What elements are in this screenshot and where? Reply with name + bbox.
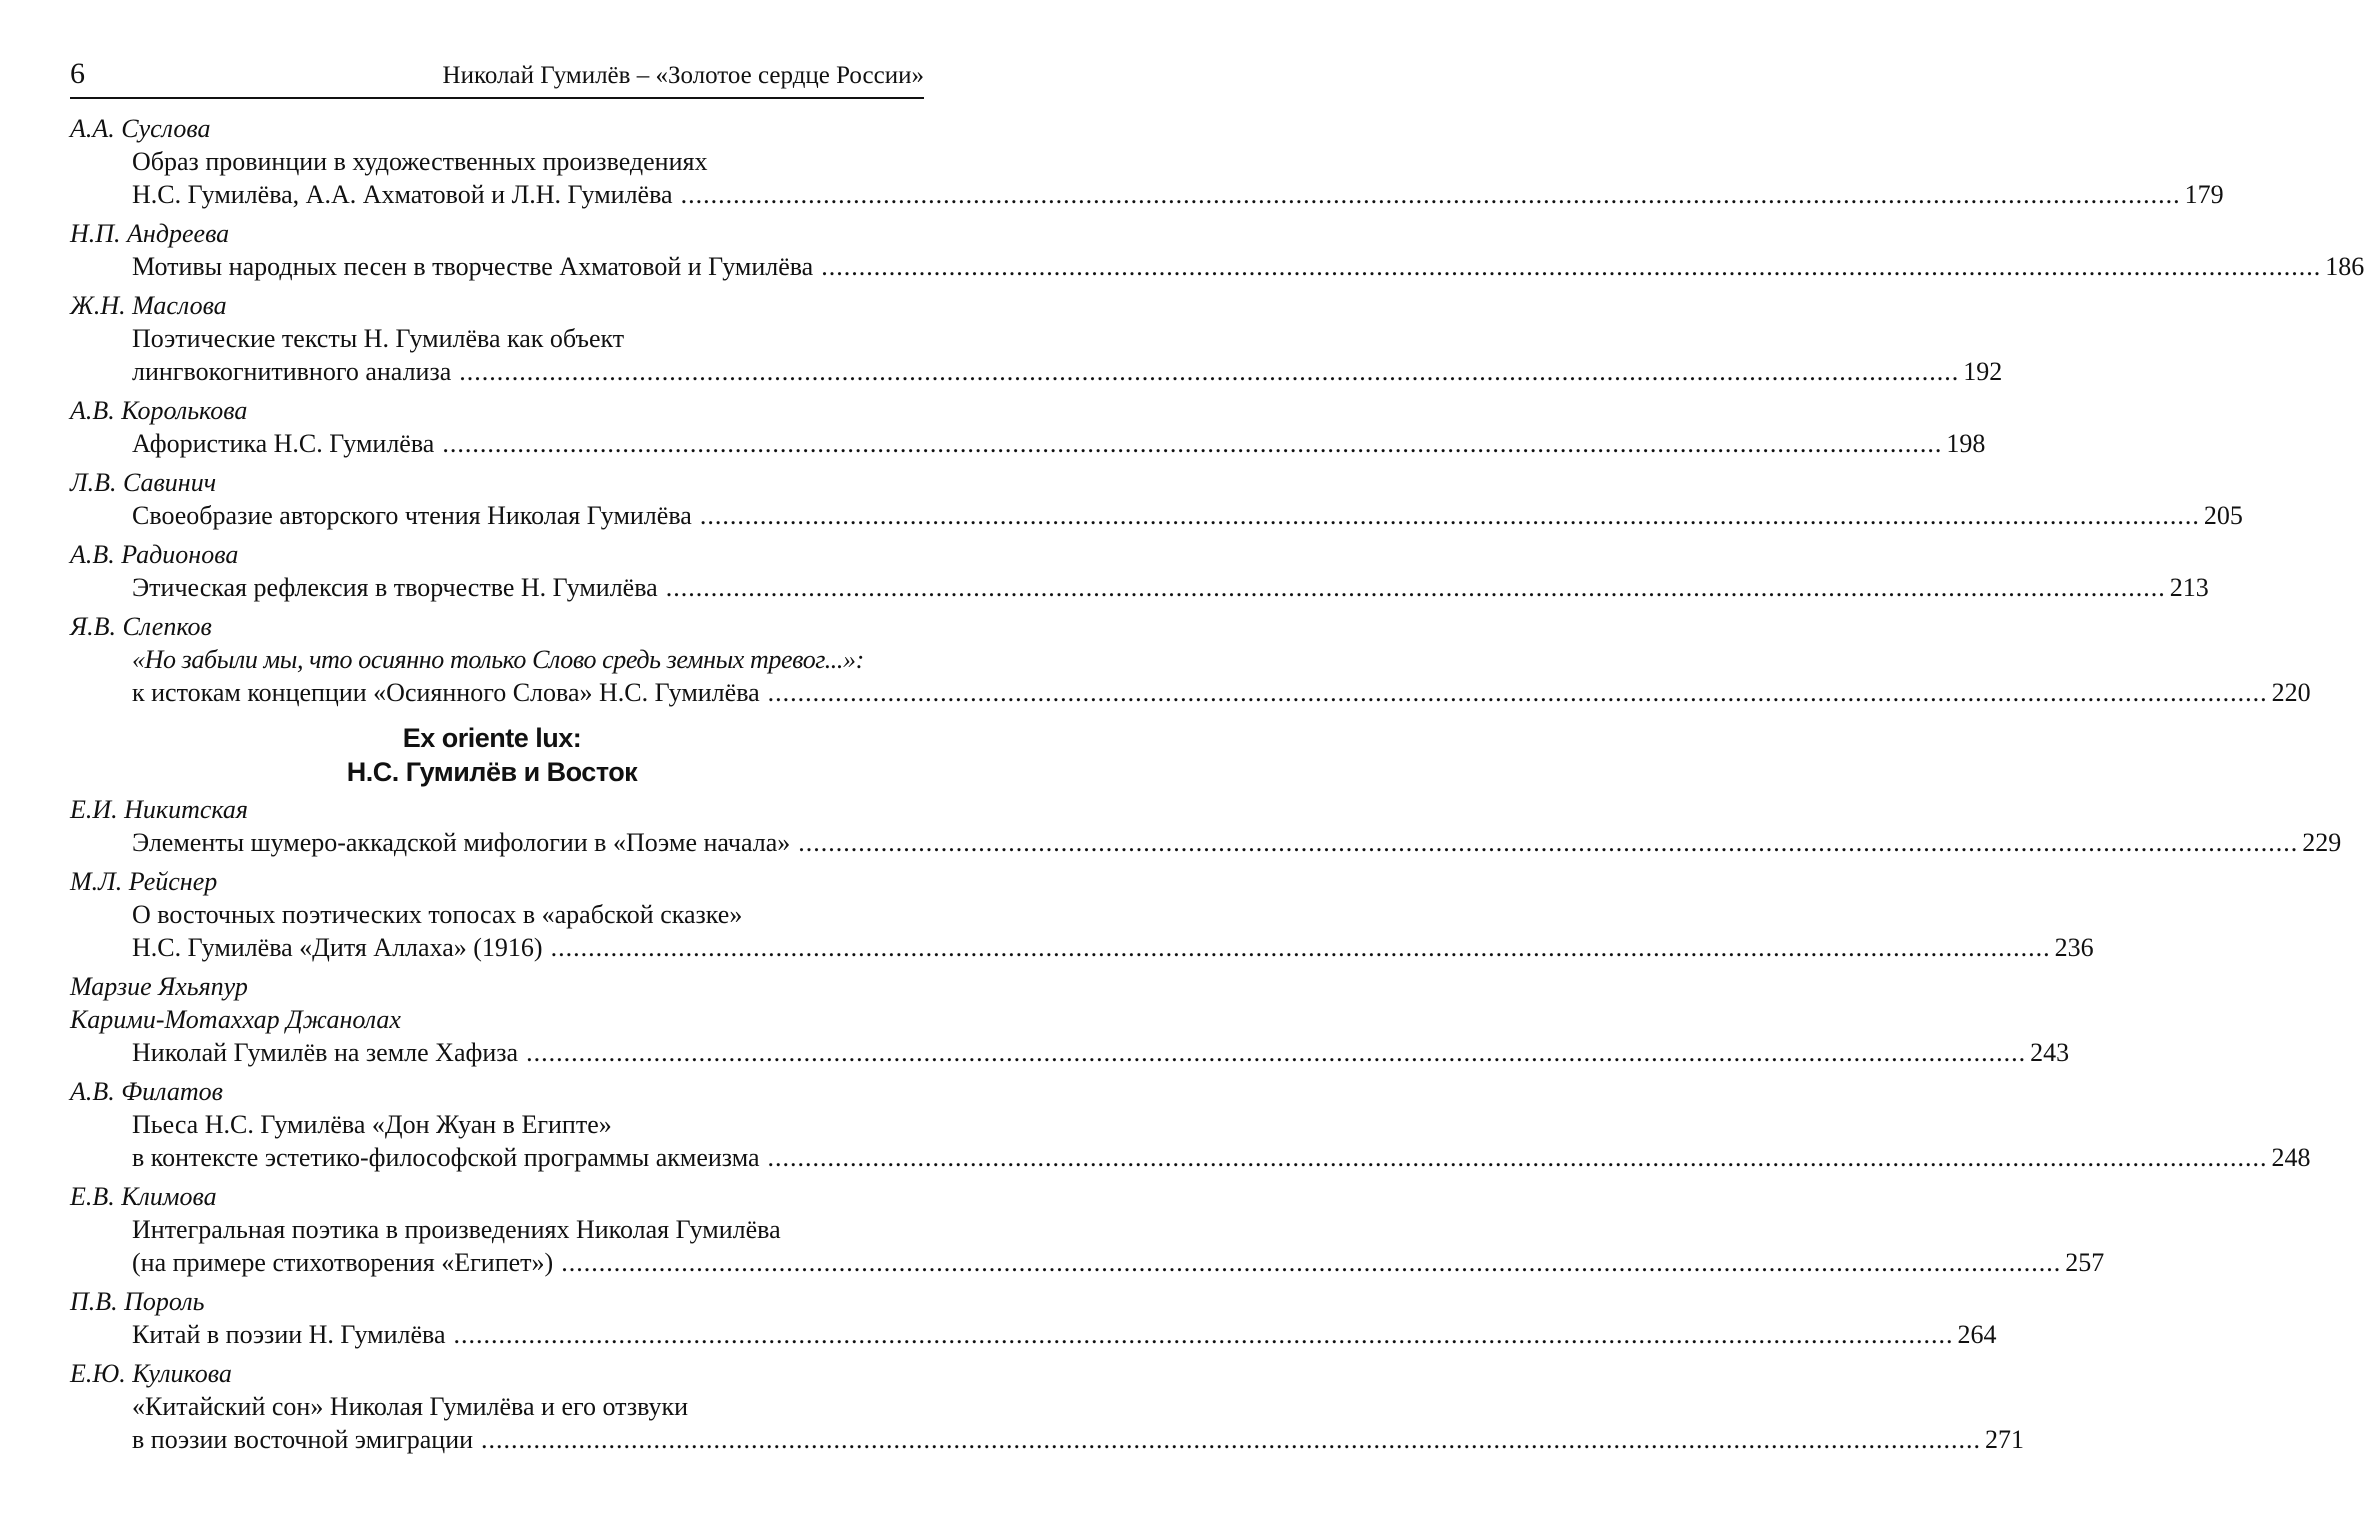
entry-page-number[interactable]: 243: [2030, 1038, 2070, 1067]
entry-title-line: [132, 1423, 2025, 1456]
toc-entry: [70, 1180, 2105, 1279]
entry-page-number[interactable]: 192: [1963, 357, 2003, 386]
dot-leader: ........................................................................................................................................................................................................: [699, 501, 2200, 530]
entry-page-number[interactable]: 213: [2169, 573, 2209, 602]
entry-title-line: Образ провинции в художественных произведениях: [132, 147, 708, 176]
entry-author: А.В. Филатов: [70, 1077, 223, 1106]
entry-page-number[interactable]: 264: [1957, 1320, 1997, 1349]
dot-leader: ........................................................................................................................................................................................................: [442, 429, 1943, 458]
entry-title-text: в контексте эстетико-философской программы акмеизма: [132, 1143, 760, 1172]
toc-entry: [70, 793, 2342, 859]
entry-title-line: [132, 427, 1986, 460]
entry-author-second: Карими-Мотаххар Джанолах: [70, 1005, 401, 1034]
entry-author: Ж.Н. Маслова: [70, 291, 227, 320]
entry-title-line: [132, 1246, 2105, 1279]
toc-entry: [70, 466, 2243, 532]
entry-title-line: «Но забыли мы, что осиянно только Слово средь земных тревог...»:: [132, 645, 864, 674]
entry-title-text: Этическая рефлексия в творчестве Н. Гумилёва: [132, 573, 658, 602]
entry-author: А.В. Королькова: [70, 396, 248, 425]
entry-author: А.А. Суслова: [70, 114, 211, 143]
entry-author: Е.И. Никитская: [70, 795, 249, 824]
toc-entry: [70, 289, 2003, 388]
entry-title-text: Китай в поэзии Н. Гумилёва: [132, 1320, 446, 1349]
running-title: Николай Гумилёв – «Золотое сердце России»: [442, 62, 924, 89]
toc-entry: [70, 538, 2209, 604]
entry-title-text: Мотивы народных песен в творчестве Ахматовой и Гумилёва: [132, 252, 814, 281]
entry-author: Е.В. Климова: [70, 1182, 217, 1211]
entry-author: А.В. Радионова: [70, 540, 239, 569]
entry-title-line: [132, 676, 2311, 709]
entry-title-line: [132, 178, 2224, 211]
entry-author: Е.Ю. Куликова: [70, 1359, 232, 1388]
entry-title-line: Поэтические тексты Н. Гумилёва как объект: [132, 324, 625, 353]
toc-entry: [70, 1357, 2025, 1456]
page-header: [70, 55, 924, 99]
entry-title-line: Пьеса Н.С. Гумилёва «Дон Жуан в Египте»: [132, 1110, 612, 1139]
toc-entry: [70, 1075, 2311, 1174]
entry-title-text: Н.С. Гумилёва, А.А. Ахматовой и Л.Н. Гумилёва: [132, 180, 673, 209]
entry-title-text: к истокам концепции «Осиянного Слова» Н.С. Гумилёва: [132, 678, 760, 707]
entry-title-line: [132, 250, 2364, 283]
section-heading-line-2: Н.С. Гумилёв и Восток: [346, 757, 638, 787]
dot-leader: ........................................................................................................................................................................................................: [550, 933, 2051, 962]
entry-title-line: «Китайский сон» Николая Гумилёва и его отзвуки: [132, 1392, 689, 1421]
table-of-contents: [70, 112, 2364, 1456]
entry-title-text: в поэзии восточной эмиграции: [132, 1425, 474, 1454]
toc-entry: [70, 217, 2364, 283]
entry-title-line: [132, 1141, 2311, 1174]
dot-leader: ........................................................................................................................................................................................................: [821, 252, 2322, 281]
dot-leader: ........................................................................................................................................................................................................: [767, 678, 2268, 707]
entry-author: Н.П. Андреева: [70, 219, 230, 248]
toc-entry: [70, 112, 2224, 211]
dot-leader: ........................................................................................................................................................................................................: [561, 1248, 2062, 1277]
toc-part-2: [70, 793, 2342, 1456]
entry-author: Марзие Яхьяпур: [70, 972, 248, 1001]
entry-title-line: [132, 1036, 2070, 1069]
entry-author: М.Л. Рейснер: [70, 867, 218, 896]
entry-page-number[interactable]: 186: [2325, 252, 2364, 281]
toc-entry: [70, 865, 2094, 964]
entry-page-number[interactable]: 205: [2203, 501, 2243, 530]
dot-leader: ........................................................................................................................................................................................................: [665, 573, 2166, 602]
entry-title-text: Афористика Н.С. Гумилёва: [132, 429, 435, 458]
entry-title-line: [132, 571, 2209, 604]
dot-leader: ........................................................................................................................................................................................................: [680, 180, 2181, 209]
entry-page-number[interactable]: 179: [2184, 180, 2224, 209]
dot-leader: ........................................................................................................................................................................................................: [526, 1038, 2027, 1067]
toc-entry: [70, 394, 1986, 460]
dot-leader: ........................................................................................................................................................................................................: [767, 1143, 2268, 1172]
entry-title-text: Николай Гумилёв на земле Хафиза: [132, 1038, 519, 1067]
section-heading: [70, 721, 914, 789]
entry-page-number[interactable]: 229: [2302, 828, 2342, 857]
toc-part-1: [70, 112, 2364, 709]
section-heading-line-1: Ex oriente lux:: [402, 723, 582, 753]
entry-author: Я.В. Слепков: [70, 612, 212, 641]
entry-title-line: [132, 355, 2003, 388]
entry-page-number[interactable]: 220: [2271, 678, 2311, 707]
entry-title-line: [132, 1318, 1997, 1351]
entry-title-text: Элементы шумеро-аккадской мифологии в «Поэме начала»: [132, 828, 791, 857]
entry-title-line: [132, 826, 2342, 859]
entry-title-line: Интегральная поэтика в произведениях Николая Гумилёва: [132, 1215, 781, 1244]
toc-entry: [70, 1285, 1997, 1351]
entry-page-number[interactable]: 271: [1985, 1425, 2025, 1454]
dot-leader: ........................................................................................................................................................................................................: [459, 357, 1960, 386]
entry-title-line: [132, 499, 2243, 532]
entry-title-text: лингвокогнитивного анализа: [132, 357, 452, 386]
dot-leader: ........................................................................................................................................................................................................: [798, 828, 2299, 857]
entry-page-number[interactable]: 236: [2054, 933, 2094, 962]
entry-author: Л.В. Савинич: [70, 468, 217, 497]
dot-leader: ........................................................................................................................................................................................................: [453, 1320, 1954, 1349]
toc-entry: [70, 970, 2070, 1069]
entry-title-text: (на примере стихотворения «Египет»): [132, 1248, 554, 1277]
dot-leader: ........................................................................................................................................................................................................: [481, 1425, 1982, 1454]
entry-author: П.В. Пороль: [70, 1287, 205, 1316]
entry-title-line: [132, 931, 2094, 964]
entry-title-text: Своеобразие авторского чтения Николая Гумилёва: [132, 501, 692, 530]
toc-entry: [70, 610, 2311, 709]
page-number: 6: [70, 57, 85, 90]
entry-title-line: О восточных поэтических топосах в «арабской сказке»: [132, 900, 743, 929]
entry-page-number[interactable]: 248: [2271, 1143, 2311, 1172]
entry-page-number[interactable]: 257: [2065, 1248, 2105, 1277]
entry-page-number[interactable]: 198: [1946, 429, 1986, 458]
entry-title-text: Н.С. Гумилёва «Дитя Аллаха» (1916): [132, 933, 543, 962]
